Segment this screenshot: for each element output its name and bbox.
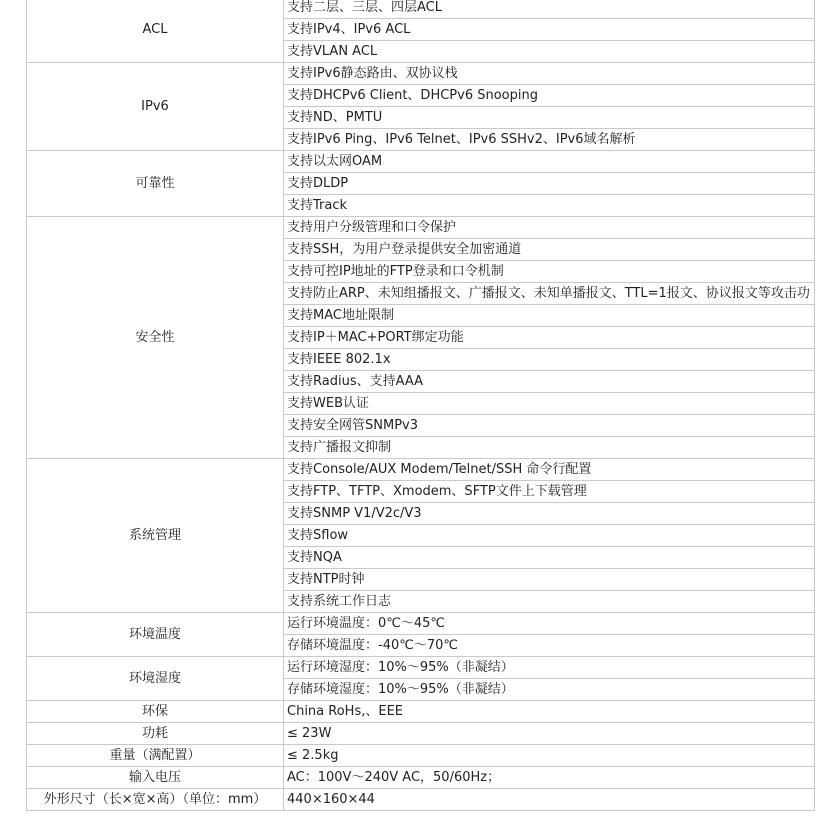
spec-row <box>27 217 815 239</box>
spec-category-cell: 安全性 <box>27 217 284 459</box>
spec-value-cell: 440×160×44 <box>284 789 815 811</box>
spec-value-cell: 支持DHCPv6 Client、DHCPv6 Snooping <box>284 85 815 107</box>
spec-value-cell: 运行环境温度：0℃～45℃ <box>284 613 815 635</box>
spec-value-cell: ≤ 23W <box>284 723 815 745</box>
spec-category-cell: 重量（满配置） <box>27 745 284 767</box>
spec-category-cell: 功耗 <box>27 723 284 745</box>
spec-category-cell: IPv6 <box>27 63 284 151</box>
spec-category-cell: 环保 <box>27 701 284 723</box>
spec-row <box>27 657 815 679</box>
spec-category-cell: 环境湿度 <box>27 657 284 701</box>
spec-value-cell: 支持二层、三层、四层ACL <box>284 0 815 19</box>
spec-value-cell: 支持IPv6 Ping、IPv6 Telnet、IPv6 SSHv2、IPv6域名解析 <box>284 129 815 151</box>
spec-row <box>27 789 815 811</box>
spec-value-cell: 支持WEB认证 <box>284 393 815 415</box>
spec-value-cell: AC：100V～240V AC，50/60Hz； <box>284 767 815 789</box>
spec-value-cell: 存储环境湿度：10%～95%（非凝结） <box>284 679 815 701</box>
spec-row <box>27 613 815 635</box>
spec-table <box>26 0 815 811</box>
spec-value-cell: 支持DLDP <box>284 173 815 195</box>
spec-value-cell: 运行环境湿度：10%～95%（非凝结） <box>284 657 815 679</box>
spec-category-cell: 可靠性 <box>27 151 284 217</box>
spec-value-cell: 支持Track <box>284 195 815 217</box>
spec-value-cell: 支持NQA <box>284 547 815 569</box>
spec-category-cell: 输入电压 <box>27 767 284 789</box>
spec-value-cell: 支持NTP时钟 <box>284 569 815 591</box>
spec-value-cell: 支持用户分级管理和口令保护 <box>284 217 815 239</box>
spec-value-cell: 支持Console/AUX Modem/Telnet/SSH 命令行配置 <box>284 459 815 481</box>
spec-value-cell: 支持安全网管SNMPv3 <box>284 415 815 437</box>
spec-value-cell: 支持系统工作日志 <box>284 591 815 613</box>
spec-row <box>27 745 815 767</box>
spec-value-cell: 支持IEEE 802.1x <box>284 349 815 371</box>
spec-value-cell: 支持IPv6静态路由、双协议栈 <box>284 63 815 85</box>
spec-value-cell: China RoHs,、EEE <box>284 701 815 723</box>
spec-value-cell: 支持SNMP V1/V2c/V3 <box>284 503 815 525</box>
spec-row <box>27 723 815 745</box>
spec-row <box>27 63 815 85</box>
spec-value-cell: 支持VLAN ACL <box>284 41 815 63</box>
spec-value-cell: 支持以太网OAM <box>284 151 815 173</box>
spec-row <box>27 459 815 481</box>
spec-value-cell: 支持FTP、TFTP、Xmodem、SFTP文件上下载管理 <box>284 481 815 503</box>
spec-value-cell: 支持可控IP地址的FTP登录和口令机制 <box>284 261 815 283</box>
spec-value-cell: 支持SSH，为用户登录提供安全加密通道 <box>284 239 815 261</box>
spec-value-cell: 存储环境温度：-40℃～70℃ <box>284 635 815 657</box>
spec-row <box>27 701 815 723</box>
spec-category-cell: 环境温度 <box>27 613 284 657</box>
spec-category-cell: 系统管理 <box>27 459 284 613</box>
spec-row <box>27 767 815 789</box>
spec-category-cell: ACL <box>27 0 284 63</box>
spec-value-cell: 支持MAC地址限制 <box>284 305 815 327</box>
spec-category-cell: 外形尺寸（长×宽×高）（单位：mm） <box>27 789 284 811</box>
spec-row <box>27 151 815 173</box>
spec-value-cell: 支持Sflow <box>284 525 815 547</box>
spec-row <box>27 0 815 19</box>
spec-value-cell: 支持广播报文抑制 <box>284 437 815 459</box>
spec-value-cell: ≤ 2.5kg <box>284 745 815 767</box>
spec-value-cell: 支持防止ARP、未知组播报文、广播报文、未知单播报文、TTL=1报文、协议报文等攻击功 <box>284 283 815 305</box>
spec-value-cell: 支持Radius、支持AAA <box>284 371 815 393</box>
spec-value-cell: 支持ND、PMTU <box>284 107 815 129</box>
spec-value-cell: 支持IP＋MAC+PORT绑定功能 <box>284 327 815 349</box>
spec-table-body <box>27 0 815 811</box>
spec-value-cell: 支持IPv4、IPv6 ACL <box>284 19 815 41</box>
